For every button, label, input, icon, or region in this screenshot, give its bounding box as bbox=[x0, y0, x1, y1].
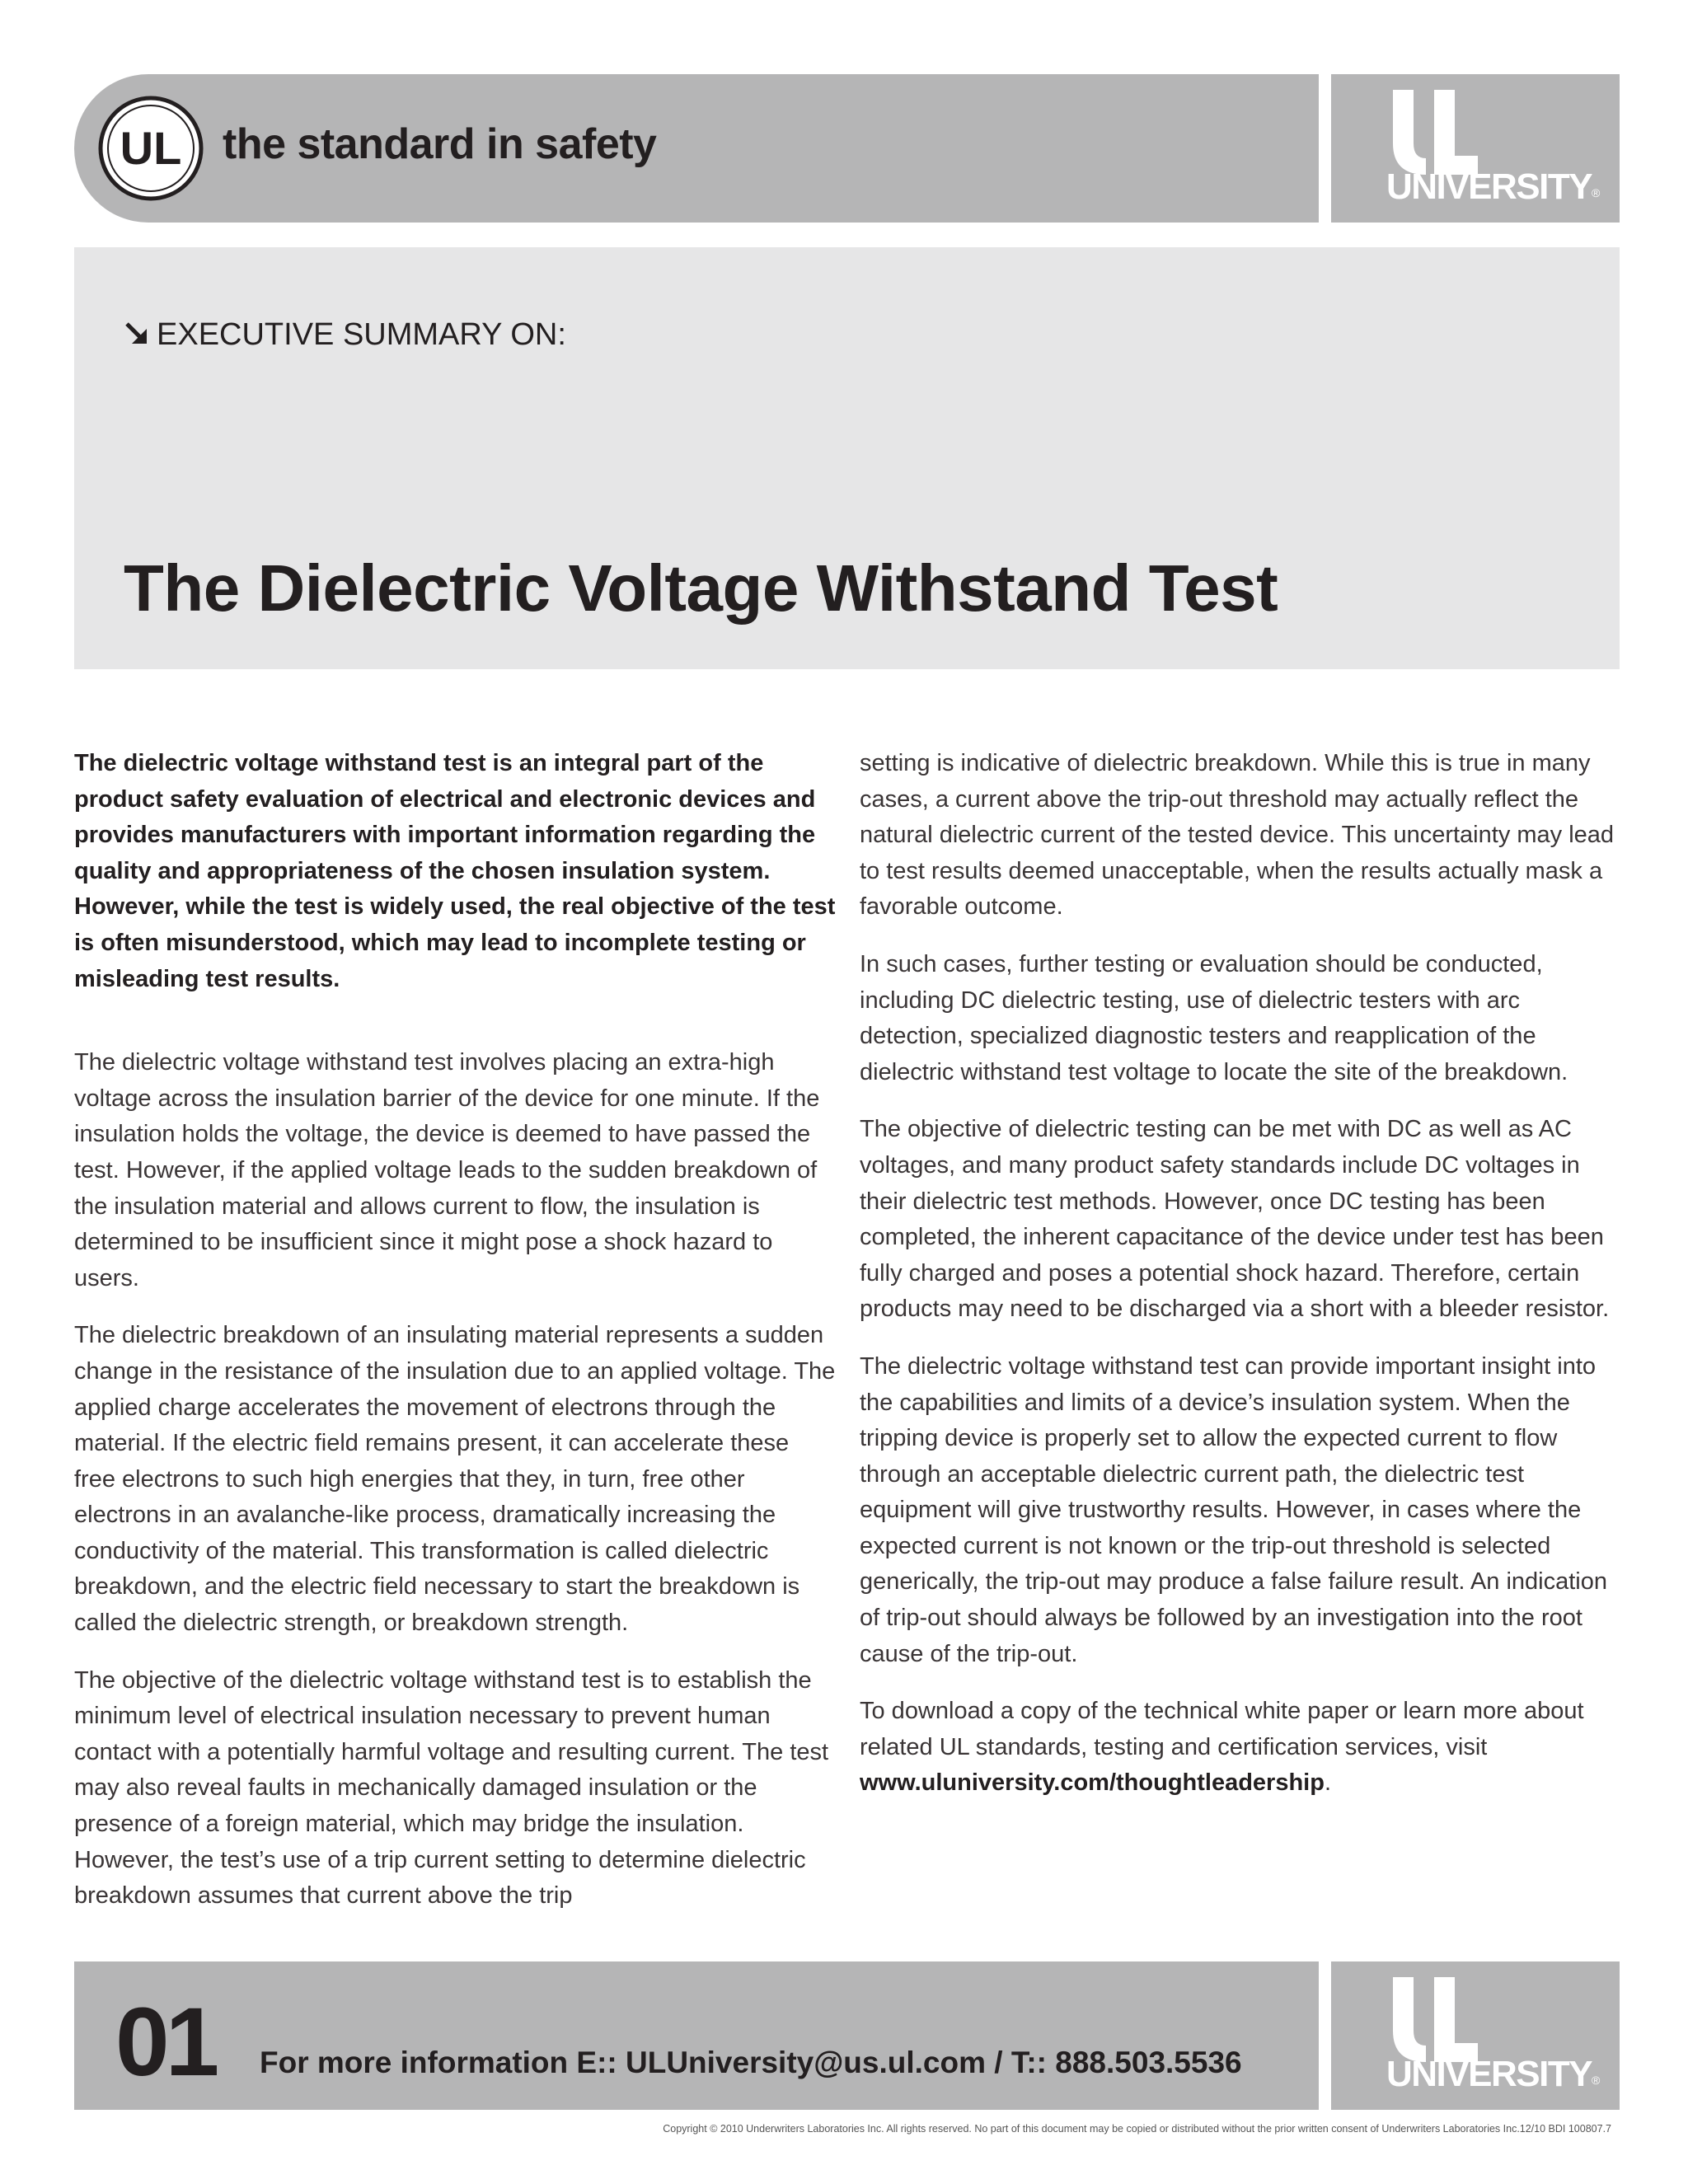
contact-info: For more information E:: ULUniversity@us.ul.com / T:: 888.503.5536 bbox=[260, 2046, 1242, 2079]
body-paragraph: setting is indicative of dielectric breakdown. While this is true in many cases, a current above the trip-out threshold may actually reflect the natural dielectric current of the tested device. This uncertainty may lead to test results deemed unacceptable, when the results actually mask a favorable outcome. bbox=[860, 750, 1615, 921]
body-paragraph: The dielectric voltage withstand test involves placing an extra-high voltage across the insulation barrier of the device for one minute. If the insulation holds the voltage, the device is deemed to have passed the test. However, if the applied voltage leads to the sudden breakdown of the insulation material and allows current to flow, the insulation is determined to be insufficient since it might pose a shock hazard to users. bbox=[74, 1049, 820, 1291]
page-title: The Dielectric Voltage Withstand Test bbox=[124, 551, 1278, 625]
lead-paragraph: The dielectric voltage withstand test is an integral part of the product safety evaluation of electrical and electronic devices and provides manufacturers with important information regarding the quality and appropriateness of the chosen insulation system. However, while the test is widely used, the real objective of the test is often misunderstood, which may lead to incomplete testing or misleading test results. bbox=[74, 750, 836, 992]
ul-university-word: UNIVERSITY® bbox=[1386, 166, 1601, 207]
ul-logo-text: UL bbox=[120, 122, 182, 174]
right-column bbox=[860, 746, 1622, 1823]
copyright-notice: Copyright © 2010 Underwriters Laboratories Inc. All rights reserved. No part of this document may be copied or distributed without the prior written consent of Underwriters Laboratories Inc.12/10 BDI 100807.7 bbox=[663, 2123, 1611, 2135]
ul-mark-icon bbox=[1389, 1973, 1479, 2064]
ul-university-word: UNIVERSITY® bbox=[1386, 2054, 1601, 2094]
section-label bbox=[124, 317, 566, 353]
thought-leadership-link[interactable]: www.uluniversity.com/thoughtleadership bbox=[860, 1769, 1325, 1797]
ul-logo-icon bbox=[97, 95, 204, 202]
left-column bbox=[74, 746, 837, 1936]
body-paragraph: The objective of dielectric testing can be met with DC as well as AC voltages, and many product safety standards include DC voltages in their dielectric test methods. However, once DC testing has been completed, the inherent capacitance of the device under test has been fully charged and poses a potential shock hazard. Therefore, certain products may need to be discharged via a short with a bleeder resistor. bbox=[860, 1116, 1610, 1323]
footer-bar bbox=[74, 1961, 1319, 2110]
ul-mark-icon bbox=[1389, 86, 1479, 176]
ul-university-logo bbox=[1331, 74, 1620, 223]
closing-paragraph: To download a copy of the technical white paper or learn more about related UL standards, testing and certification services, visit www.uluniversity.com/thoughtleadership. bbox=[860, 1698, 1584, 1797]
body-paragraph: The dielectric breakdown of an insulating material represents a sudden change in the resistance of the insulation due to an applied voltage. The applied charge accelerates the movement of electrons through the material. If the electric field remains present, it can accelerate these free electrons to such high energies that they, in turn, free other electrons in an avalanche-like process, dramatically increasing the conductivity of the material. This transformation is called dielectric breakdown, and the electric field necessary to start the breakdown is called the dielectric strength, or breakdown strength. bbox=[74, 1322, 836, 1637]
body-paragraph: In such cases, further testing or evaluation should be conducted, including DC dielectric testing, use of dielectric testers with arc detection, specialized diagnostic testers and reapplication of the dielectric withstand test voltage to locate the site of the breakdown. bbox=[860, 950, 1568, 1085]
body-paragraph: The dielectric voltage withstand test can provide important insight into the capabilities and limits of a device’s insulation system. When the tripping device is properly set to allow the expected current to flow through an acceptable dielectric current path, the dielectric test equipment will give trustworthy results. However, in cases where the expected current is not known or the trip-out threshold is selected generically, the trip-out may produce a false failure result. An indication of trip-out should always be followed by an investigation into the root cause of the trip-out. bbox=[860, 1352, 1608, 1667]
page-number: 01 bbox=[115, 1988, 216, 2097]
tagline: the standard in safety bbox=[223, 120, 657, 168]
body-paragraph: The objective of the dielectric voltage withstand test is to establish the minimum level of electrical insulation necessary to prevent human contact with a potentially harmful voltage and resulting current. The test may also reveal faults in mechanically damaged insulation or the presence of a foreign material, which may bridge the insulation. However, the test’s use of a trip current setting to determine dielectric breakdown assumes that current above the trip bbox=[74, 1666, 829, 1910]
section-label-text: EXECUTIVE SUMMARY ON: bbox=[157, 317, 566, 352]
ul-university-logo-footer bbox=[1331, 1961, 1620, 2110]
arrow-down-right-icon bbox=[124, 321, 150, 347]
